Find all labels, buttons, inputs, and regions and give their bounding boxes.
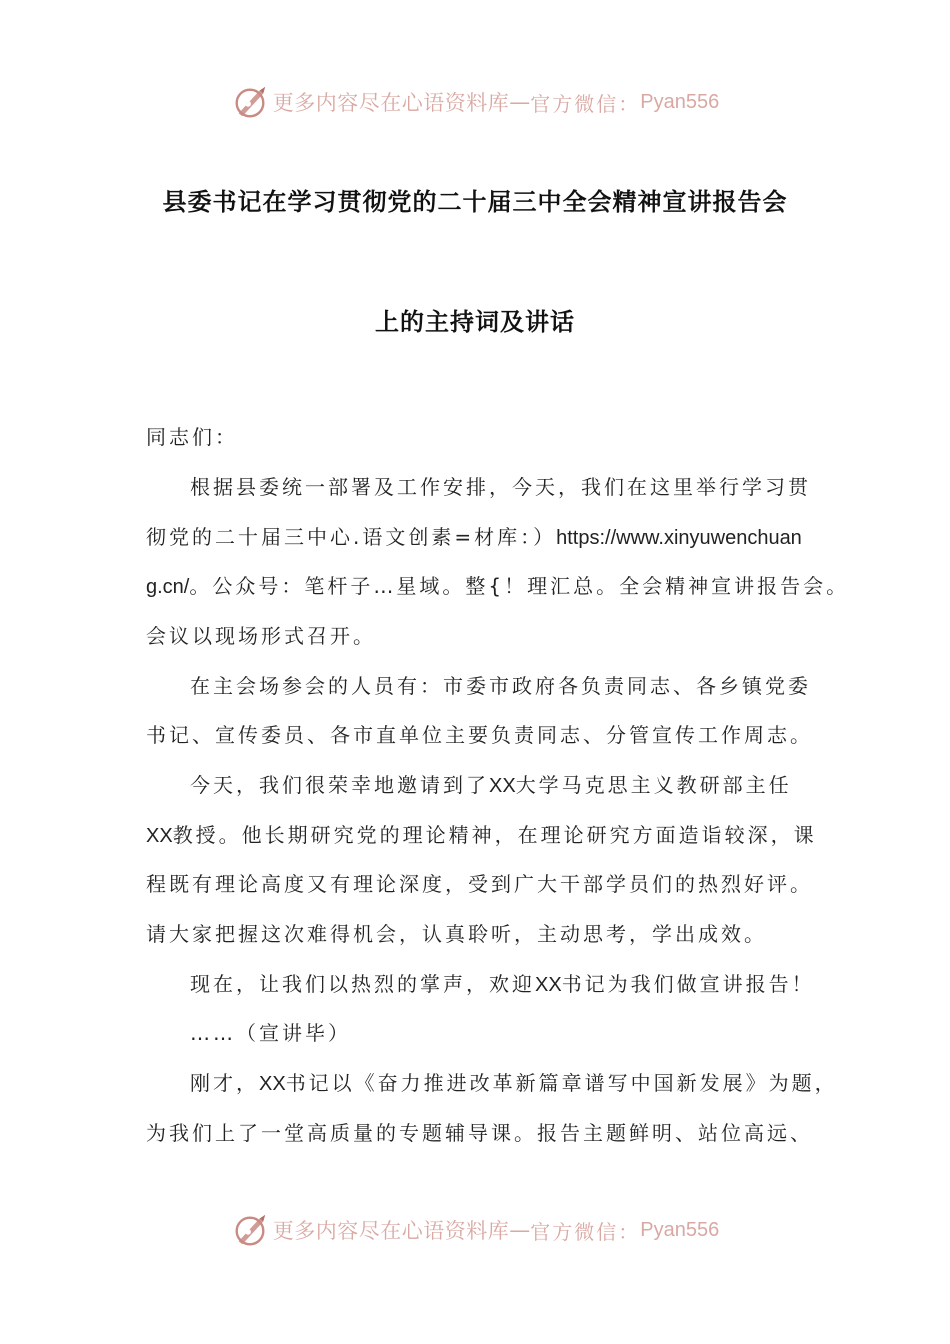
text-segment: 教授。他长期研究党的理论精神，在理论研究方面造诣较深，课 [172, 823, 817, 847]
banner-dash: — [509, 1218, 531, 1242]
pen-circle-icon [231, 83, 269, 121]
text-segment: 今天，我们很荣幸地邀请到了 [190, 773, 489, 797]
text-segment: 书记为我们做宣讲报告！ [561, 972, 815, 996]
banner-wechat-id: Pyan556 [640, 90, 720, 113]
document-title-line-1: 县委书记在学习贯彻党的二十届三中全会精神宣讲报告会 [162, 188, 788, 216]
paragraph-6-line-1 [190, 1067, 838, 1096]
banner-official-label: 官方微信： [530, 1219, 641, 1244]
header-watermark-banner [0, 78, 950, 126]
document-title-line-2: 上的主持词及讲话 [375, 308, 575, 336]
salutation: 同志们： [146, 425, 238, 449]
paragraph-6-line-2: 为我们上了一堂高质量的专题辅导课。报告主题鲜明、站位高远、 [146, 1121, 813, 1145]
paragraph-3-line-1 [190, 769, 792, 798]
banner-wechat-id: Pyan556 [640, 1218, 720, 1241]
banner-text: 更多内容尽在心语资料库 [272, 91, 510, 115]
paragraph-1-line-2 [146, 521, 802, 550]
paragraph-1-line-1: 根据县委统一部署及工作安排，今天，我们在这里举行学习贯 [190, 475, 811, 499]
paragraph-1-line-3 [146, 570, 849, 599]
text-segment: 现在，让我们以热烈的掌声，欢迎 [190, 972, 535, 996]
text-segment: XX [489, 775, 516, 797]
url-segment: https://www.xinyuwenchuan [556, 527, 802, 549]
text-segment: 书记以《奋力推进改革新篇章谱写中国新发展》为题， [285, 1071, 838, 1095]
paragraph-2-line-2: 书记、宣传委员、各市直单位主要负责同志、分管宣传工作周志。 [146, 723, 813, 747]
text-segment: 大学马克思主义教研部主任 [515, 773, 792, 797]
text-segment: XX [535, 974, 562, 996]
paragraph-3-line-2 [146, 819, 817, 848]
paragraph-3-line-3: 程既有理论高度又有理论深度，受到广大干部学员们的热烈好评。 [146, 872, 813, 896]
banner-official-label: 官方微信： [530, 91, 641, 116]
text-segment: XX [259, 1073, 286, 1095]
paragraph-3-line-4: 请大家把握这次难得机会，认真聆听，主动思考，学出成效。 [146, 922, 767, 946]
banner-text: 更多内容尽在心语资料库 [272, 1219, 510, 1243]
text-segment: XX [146, 825, 173, 847]
footer-watermark-banner [0, 1206, 950, 1254]
text-segment: 彻党的二十届三中心.语文创素=材库：） [146, 525, 557, 549]
pen-circle-icon [231, 1211, 269, 1249]
paragraph-4-line-1 [190, 968, 815, 997]
banner-dash: — [509, 90, 531, 114]
paragraph-5-line-1: ……（宣讲毕） [190, 1021, 351, 1045]
text-segment: 刚才， [190, 1071, 259, 1095]
url-segment: g.cn/ [146, 576, 190, 598]
paragraph-2-line-1: 在主会场参会的人员有：市委市政府各负责同志、各乡镇党委 [190, 674, 811, 698]
text-segment: 。公众号：笔杆子…星域。整{！理汇总。全会精神宣讲报告会。 [189, 574, 850, 598]
paragraph-1-line-4: 会议以现场形式召开。 [146, 624, 376, 648]
